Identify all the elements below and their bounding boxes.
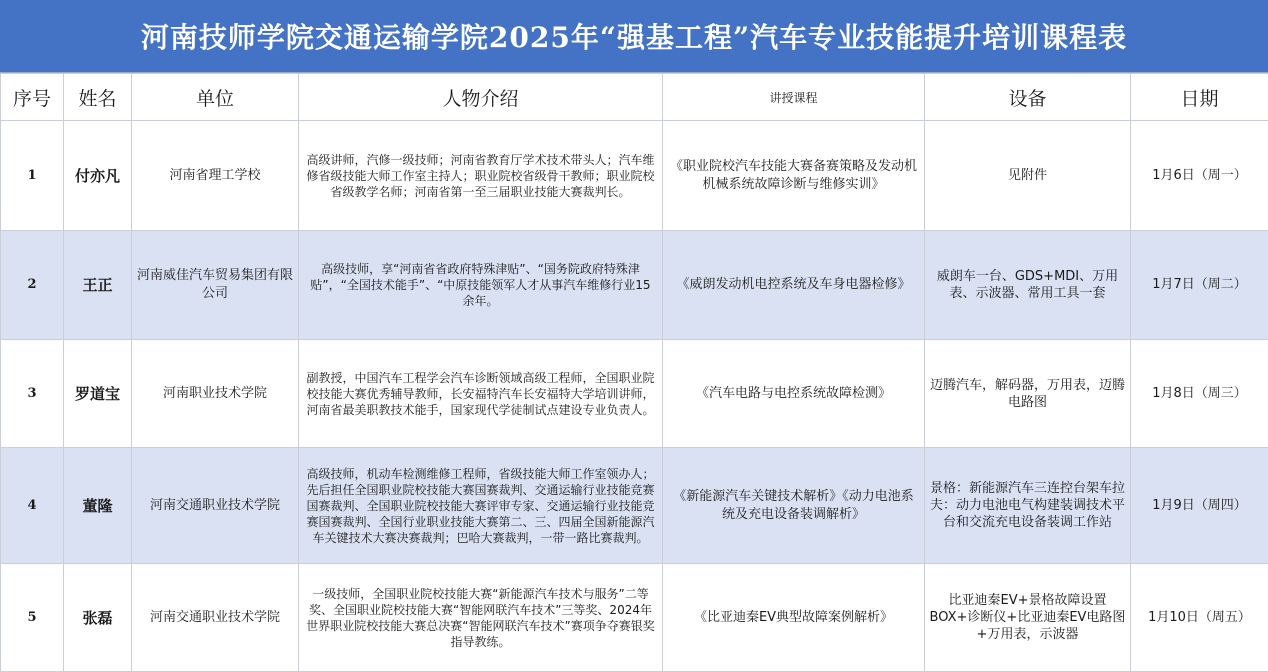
equipment-cell: 景格：新能源汽车三连控台架车拉夫：动力电池电气构建装调技术平台和交流充电设备装调工作站 [925, 448, 1131, 564]
date-cell: 1月9日（周四） [1131, 448, 1268, 564]
intro-cell: 副教授，中国汽车工程学会汽车诊断领域高级工程师，全国职业院校技能大赛优秀辅导教师，长安福特汽车长安福特大学培训讲师，河南省最美职教技术能手，国家现代学徒制试点建设专业负责人。 [299, 340, 663, 448]
column-header-equipment: 设备 [925, 74, 1131, 121]
column-header-course: 讲授课程 [663, 74, 925, 121]
seq-cell: 1 [1, 121, 64, 231]
course-cell: 《威朗发动机电控系统及车身电器检修》 [663, 231, 925, 340]
name-cell: 罗道宝 [64, 340, 132, 448]
date-cell: 1月8日（周三） [1131, 340, 1268, 448]
date-cell: 1月6日（周一） [1131, 121, 1268, 231]
intro-cell: 高级技师，享“河南省省政府特殊津贴”、“国务院政府特殊津贴”，“全国技术能手”、“中原技能领军人才从事汽车维修行业15余年。 [299, 231, 663, 340]
column-header-name: 姓名 [64, 74, 132, 121]
unit-cell: 河南职业技术学院 [132, 340, 299, 448]
seq-cell: 5 [1, 564, 64, 672]
equipment-cell: 比亚迪秦EV+景格故障设置BOX+诊断仪+比亚迪秦EV电路图+万用表，示波器 [925, 564, 1131, 672]
unit-cell: 河南交通职业技术学院 [132, 448, 299, 564]
course-cell: 《新能源汽车关键技术解析》《动力电池系统及充电设备装调解析》 [663, 448, 925, 564]
table-row [1, 231, 1268, 340]
equipment-cell: 见附件 [925, 121, 1131, 231]
equipment-cell: 迈腾汽车，解码器，万用表，迈腾电路图 [925, 340, 1131, 448]
table-row [1, 340, 1268, 448]
course-cell: 《比亚迪秦EV典型故障案例解析》 [663, 564, 925, 672]
intro-cell: 一级技师，全国职业院校技能大赛“新能源汽车技术与服务”二等奖、全国职业院校技能大赛“智能网联汽车技术”三等奖、2024年世界职业院校技能大赛总决赛“智能网联汽车技术”赛项争夺赛银奖指导教练。 [299, 564, 663, 672]
table-row [1, 564, 1268, 672]
seq-cell: 4 [1, 448, 64, 564]
unit-cell: 河南交通职业技术学院 [132, 564, 299, 672]
column-header-seq: 序号 [1, 74, 64, 121]
intro-cell: 高级技师，机动车检测维修工程师，省级技能大师工作室领办人；先后担任全国职业院校技能大赛国赛裁判、交通运输行业技能竞赛国赛裁判、全国职业院校技能大赛评审专家、交通运输行业技能竞赛国赛裁判、全国行业职业技能大赛第二、三、四届全国新能源汽车关键技术大赛决赛裁判；巴哈大赛裁判，一带一路比赛裁判。 [299, 448, 663, 564]
date-cell: 1月7日（周二） [1131, 231, 1268, 340]
name-cell: 董隆 [64, 448, 132, 564]
column-header-date: 日期 [1131, 74, 1268, 121]
schedule-table [0, 73, 1268, 672]
unit-cell: 河南威佳汽车贸易集团有限公司 [132, 231, 299, 340]
column-header-intro: 人物介绍 [299, 74, 663, 121]
page-title: 河南技师学院交通运输学院2025年“强基工程”汽车专业技能提升培训课程表 [0, 0, 1268, 73]
unit-cell: 河南省理工学校 [132, 121, 299, 231]
name-cell: 付亦凡 [64, 121, 132, 231]
seq-cell: 2 [1, 231, 64, 340]
table-row [1, 448, 1268, 564]
seq-cell: 3 [1, 340, 64, 448]
name-cell: 王正 [64, 231, 132, 340]
course-cell: 《汽车电路与电控系统故障检测》 [663, 340, 925, 448]
name-cell: 张磊 [64, 564, 132, 672]
header-row [1, 74, 1268, 121]
course-cell: 《职业院校汽车技能大赛备赛策略及发动机机械系统故障诊断与维修实训》 [663, 121, 925, 231]
table-row [1, 121, 1268, 231]
equipment-cell: 威朗车一台、GDS+MDI、万用表、示波器、常用工具一套 [925, 231, 1131, 340]
column-header-unit: 单位 [132, 74, 299, 121]
intro-cell: 高级讲师，汽修一级技师；河南省教育厅学术技术带头人；汽车维修省级技能大师工作室主持人；职业院校省级骨干教师；职业院校省级教学名师；河南省第一至三届职业技能大赛裁判长。 [299, 121, 663, 231]
date-cell: 1月10日（周五） [1131, 564, 1268, 672]
